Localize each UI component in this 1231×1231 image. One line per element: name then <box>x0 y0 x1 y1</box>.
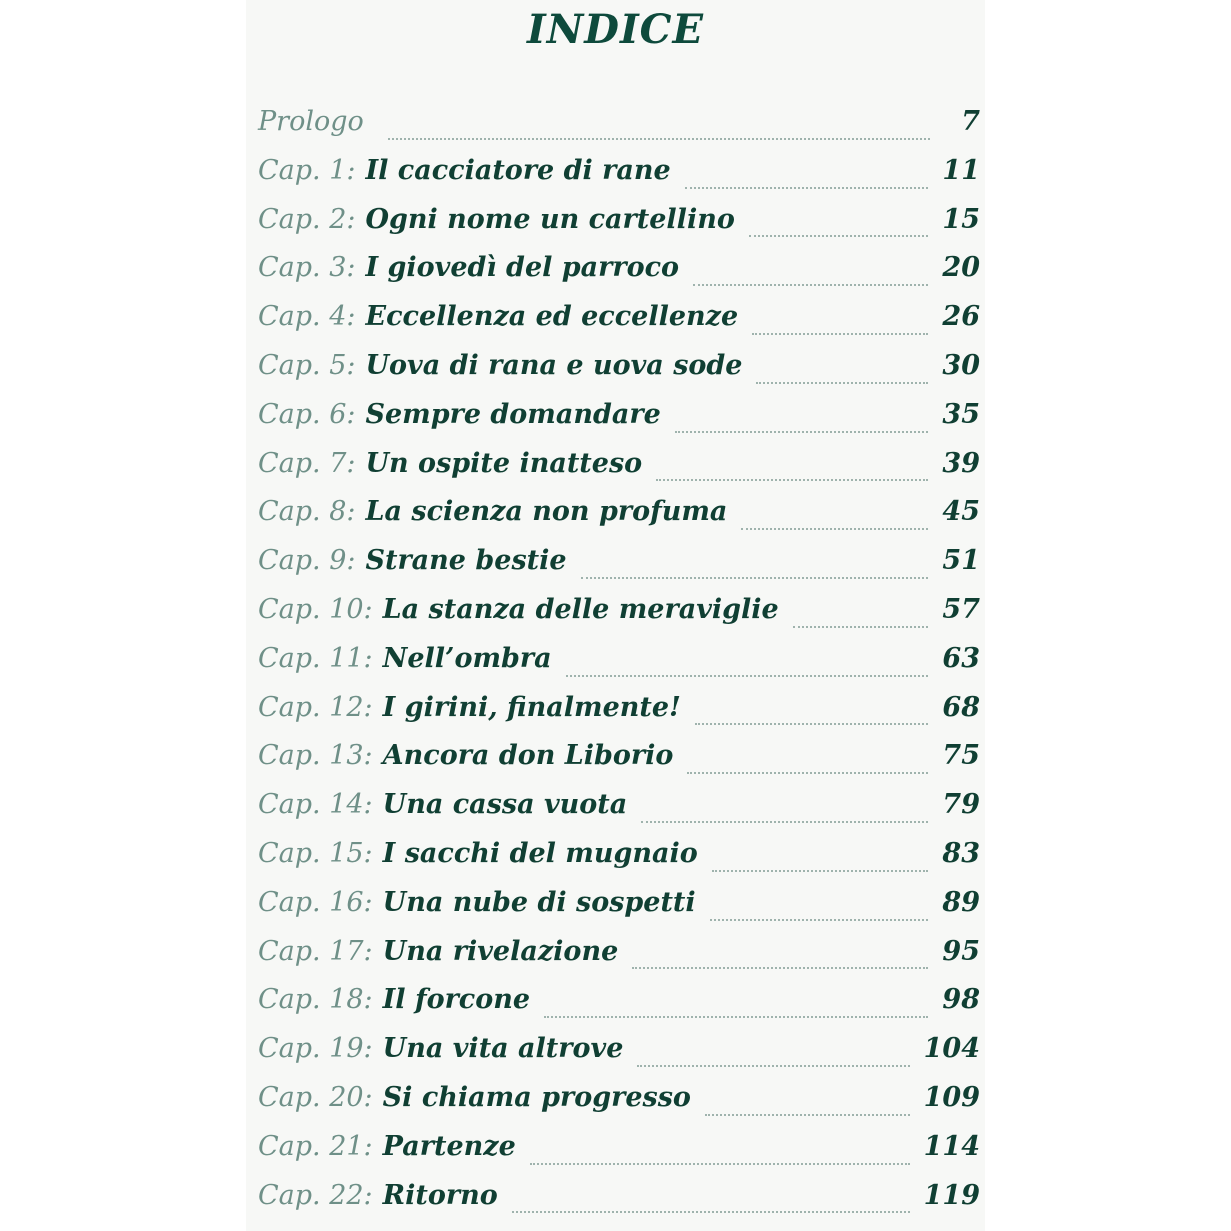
toc-entry <box>258 1033 980 1082</box>
chapter-label: Cap. 6: <box>258 398 356 430</box>
dotted-leader <box>712 869 929 872</box>
dotted-leader <box>710 918 929 921</box>
chapter-title: Il cacciatore di rane <box>365 154 671 186</box>
chapter-label: Cap. 22: <box>258 1179 373 1211</box>
chapter-title: Sempre domandare <box>365 398 661 430</box>
chapter-label: Cap. 3: <box>258 252 356 284</box>
dotted-leader <box>695 722 929 725</box>
toc-entry <box>258 252 980 301</box>
dotted-leader <box>566 674 929 677</box>
index-heading: INDICE <box>527 6 704 53</box>
toc-entry <box>258 155 980 204</box>
page-number: 45 <box>942 496 980 528</box>
chapter-label: Cap. 19: <box>258 1033 373 1065</box>
page-number: 26 <box>942 301 980 333</box>
chapter-title: Ogni nome un cartellino <box>365 203 735 235</box>
toc-entry <box>258 838 980 887</box>
chapter-label: Cap. 5: <box>258 349 356 381</box>
chapter-label: Cap. 8: <box>258 496 356 528</box>
chapter-title: I sacchi del mugnaio <box>382 837 698 869</box>
dotted-leader <box>685 186 929 189</box>
chapter-title: Il forcone <box>382 984 531 1016</box>
dotted-leader <box>512 1210 910 1213</box>
book-page <box>246 0 985 1231</box>
chapter-label: Cap. 20: <box>258 1081 373 1113</box>
toc-entry <box>258 643 980 692</box>
dotted-leader <box>693 283 928 286</box>
dotted-leader <box>637 1064 909 1067</box>
dotted-leader <box>741 527 928 530</box>
chapter-label: Cap. 1: <box>258 154 356 186</box>
toc-entry <box>258 496 980 545</box>
toc-entry <box>258 984 980 1033</box>
dotted-leader <box>705 1113 910 1116</box>
dotted-leader <box>687 771 928 774</box>
toc-entry <box>258 887 980 936</box>
chapter-label: Cap. 4: <box>258 301 356 333</box>
chapter-title: Una vita altrove <box>382 1033 624 1065</box>
toc-entry <box>258 740 980 789</box>
dotted-leader <box>749 234 929 237</box>
table-of-contents <box>258 106 980 1228</box>
page-number: 75 <box>942 740 980 772</box>
page-number: 83 <box>942 837 980 869</box>
dotted-leader <box>656 478 928 481</box>
toc-entry <box>258 1180 980 1229</box>
toc-entry <box>258 399 980 448</box>
chapter-title: Eccellenza ed eccellenze <box>365 301 739 333</box>
chapter-label: Cap. 13: <box>258 740 373 772</box>
toc-entry <box>258 594 980 643</box>
chapter-label: Cap. 16: <box>258 886 373 918</box>
dotted-leader <box>530 1162 910 1165</box>
toc-entry <box>258 789 980 838</box>
chapter-title: I girini, finalmente! <box>382 691 681 723</box>
toc-entry <box>258 301 980 350</box>
toc-entry <box>258 350 980 399</box>
chapter-label: Cap. 11: <box>258 642 373 674</box>
chapter-label: Cap. 14: <box>258 789 373 821</box>
chapter-label: Cap. 9: <box>258 545 356 577</box>
chapter-title: Un ospite inatteso <box>365 447 643 479</box>
toc-entry <box>258 448 980 497</box>
chapter-title: Una rivelazione <box>382 935 619 967</box>
page-number: 20 <box>942 252 980 284</box>
chapter-title: Si chiama progresso <box>382 1081 691 1113</box>
chapter-title: Strane bestie <box>365 545 567 577</box>
toc-entry <box>258 106 980 155</box>
page-number: 68 <box>942 691 980 723</box>
chapter-title: Ritorno <box>382 1179 498 1211</box>
dotted-leader <box>544 1015 928 1018</box>
page-number: 98 <box>942 984 980 1016</box>
page-number: 95 <box>942 935 980 967</box>
chapter-label: Cap. 17: <box>258 935 373 967</box>
page-number: 11 <box>942 154 980 186</box>
dotted-leader <box>641 820 928 823</box>
page-number: 109 <box>923 1081 980 1113</box>
page-number: 79 <box>942 789 980 821</box>
dotted-leader <box>632 966 928 969</box>
toc-entry <box>258 936 980 985</box>
page-number: 15 <box>942 203 980 235</box>
dotted-leader <box>675 430 929 433</box>
dotted-leader <box>388 137 930 140</box>
toc-entry <box>258 692 980 741</box>
chapter-label: Cap. 21: <box>258 1130 373 1162</box>
page-number: 30 <box>942 349 980 381</box>
dotted-leader <box>752 332 928 335</box>
page-number: 104 <box>923 1033 980 1065</box>
chapter-label: Cap. 12: <box>258 691 373 723</box>
page-number: 35 <box>942 398 980 430</box>
page-number: 89 <box>942 886 980 918</box>
page-number: 114 <box>923 1130 980 1162</box>
chapter-title: Partenze <box>382 1130 516 1162</box>
dotted-leader <box>581 576 929 579</box>
page-number: 119 <box>923 1179 980 1211</box>
chapter-label: Cap. 10: <box>258 593 373 625</box>
chapter-title: Ancora don Liborio <box>382 740 674 772</box>
chapter-title: Una cassa vuota <box>382 789 628 821</box>
toc-entry <box>258 1131 980 1180</box>
chapter-label: Cap. 2: <box>258 203 356 235</box>
page-number: 51 <box>942 545 980 577</box>
chapter-title: La scienza non profuma <box>365 496 728 528</box>
page-number: 7 <box>961 106 980 137</box>
chapter-title: Nell’ombra <box>382 642 552 674</box>
page-number: 63 <box>942 642 980 674</box>
chapter-title: La stanza delle meraviglie <box>382 593 779 625</box>
chapter-label: Prologo <box>258 106 364 137</box>
toc-entry <box>258 1082 980 1131</box>
dotted-leader <box>793 625 929 628</box>
chapter-label: Cap. 18: <box>258 984 373 1016</box>
chapter-title: Una nube di sospetti <box>382 886 696 918</box>
page-number: 39 <box>942 447 980 479</box>
dotted-leader <box>756 381 928 384</box>
toc-entry <box>258 204 980 253</box>
chapter-title: Uova di rana e uova sode <box>365 349 743 381</box>
page-number: 57 <box>942 593 980 625</box>
chapter-label: Cap. 15: <box>258 837 373 869</box>
toc-entry <box>258 545 980 594</box>
chapter-label: Cap. 7: <box>258 447 356 479</box>
chapter-title: I giovedì del parroco <box>365 252 680 284</box>
